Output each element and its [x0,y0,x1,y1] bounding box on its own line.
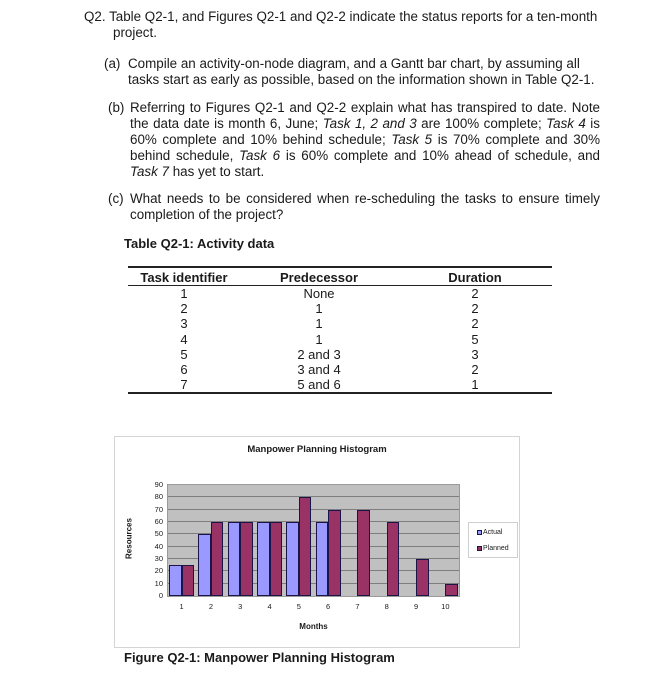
cell-task-identifier: 4 [180,331,188,347]
cell-duration: 2 [471,362,479,378]
part-a-label: (a) [104,56,121,71]
y-tick-label: 70 [154,504,163,514]
y-tick-label: 30 [154,554,163,563]
cell-task-identifier: 5 [180,346,188,362]
question-intro-line2: project. [113,25,157,40]
bar-planned-month-6 [328,510,341,596]
question-number: Q2. [84,9,106,24]
table-row [128,301,552,316]
task-reference: Task 6 [239,148,281,163]
part-b-text-segment: are 100% complete; [416,116,547,131]
part-b-text-segment: is 60% complete and 10% ahead of schedule, and [280,148,601,163]
y-tick-label: 40 [154,541,163,551]
bar-planned-month-3 [240,522,253,596]
x-tick-label: 4 [267,602,272,611]
bar-planned-month-8 [387,522,400,596]
y-tick-label: 60 [154,517,163,526]
cell-task-identifier: 6 [180,362,188,378]
table-row [128,347,552,362]
cell-duration: 2 [471,301,479,317]
task-reference: Task 1, 2 and 3 [322,116,417,131]
part-b-text-segment: Referring to Figures Q2-1 and Q2-2 explain what has transpired to date. Note the data date is month 6, June; [130,100,600,131]
cell-predecessor: 5 and 6 [240,377,398,393]
bar-actual-month-4 [257,522,270,596]
part-c-text: What needs to be considered when re-scheduling the tasks to ensure timely completion of the project? [130,191,600,222]
y-axis-label: Resources [124,518,134,559]
bar-planned-month-10 [445,584,458,596]
x-tick-label: 8 [384,602,389,611]
task-reference: Task 7 [130,164,169,179]
legend-item-actual [477,529,502,536]
y-tick-label: 0 [158,591,163,600]
header-predecessor: Predecessor [240,267,398,286]
x-tick-label: 3 [238,602,243,611]
gridline [168,509,459,510]
bar-actual-month-5 [286,522,299,596]
bar-planned-month-1 [182,565,195,596]
task-reference: Task 4 [546,116,586,131]
header-duration: Duration [398,267,552,286]
question-intro [84,9,624,41]
x-tick-label: 10 [441,602,450,611]
table-row [128,377,552,393]
table-row [128,332,552,347]
legend-swatch-planned [477,546,482,551]
legend-item-planned [477,545,509,552]
cell-predecessor: 2 and 3 [297,346,341,362]
part-b-text-segment: is 60% complete and 10% behind schedule; [130,116,600,147]
question-intro-line1: Table Q2-1, and Figures Q2-1 and Q2-2 indicate the status reports for a ten-month [109,9,598,24]
x-tick-label: 2 [208,602,214,611]
gridline [168,496,459,497]
cell-duration: 2 [471,286,479,302]
x-tick-label: 5 [296,602,301,611]
part-b-label: (b) [108,100,125,115]
cell-predecessor: 1 [315,316,323,332]
bar-planned-month-4 [270,522,283,596]
header-task-identifier: Task identifier [128,267,240,286]
bar-actual-month-2 [198,534,211,596]
cell-predecessor: 3 and 4 [297,362,341,378]
bar-planned-month-5 [299,497,312,596]
cell-predecessor: 1 [315,301,323,317]
y-tick-label: 80 [154,492,163,502]
table-row [128,362,552,377]
legend-label-planned: Planned [483,545,509,552]
figure-caption: Figure Q2-1: Manpower Planning Histogram [124,650,395,665]
bar-actual-month-6 [316,522,329,596]
cell-task-identifier: 3 [180,316,188,332]
x-tick-label: 9 [413,602,419,611]
plot-area [167,484,460,597]
cell-task-identifier: 2 [180,301,188,317]
cell-task-identifier: 7 [128,377,240,393]
y-tick-label: 90 [154,480,163,489]
y-tick-label: 50 [154,529,163,539]
y-tick-label: 20 [154,566,163,576]
bar-actual-month-3 [228,522,241,596]
part-a-text: Compile an activity-on-node diagram, and a Gantt bar chart, by assuming all tasks start as early as possible, based on the information shown in Table Q2-1. [128,56,595,87]
x-axis-label: Months [299,622,328,631]
bar-planned-month-2 [211,522,224,596]
part-b-text-segment: has yet to start. [168,164,265,179]
x-tick-label: 7 [355,602,360,611]
x-tick-label: 6 [326,602,331,611]
legend-label-actual: Actual [483,529,503,536]
part-c [108,191,600,223]
bar-planned-month-7 [357,510,370,596]
legend-swatch-actual [477,530,482,535]
chart-title: Manpower Planning Histogram [247,444,387,455]
cell-duration: 5 [471,331,479,347]
chart-legend [468,522,518,558]
table-row [128,316,552,331]
cell-predecessor: None [303,286,335,302]
cell-duration: 3 [471,346,479,362]
part-c-label: (c) [108,191,124,206]
cell-predecessor: 1 [315,331,323,347]
x-tick-label: 1 [179,602,184,611]
activity-table [128,266,552,394]
part-a [104,56,604,88]
bar-actual-month-1 [169,565,182,596]
part-b [108,100,600,180]
part-b-text-segment: is 70% complete and 30% behind schedule, [130,132,600,163]
task-reference: Task 5 [391,132,433,147]
y-tick-label: 10 [154,578,163,588]
bar-planned-month-9 [416,559,429,596]
part-b-text [126,100,600,180]
table-row [128,286,552,302]
cell-task-identifier: 1 [180,286,188,302]
cell-duration: 1 [398,377,552,393]
cell-duration: 2 [471,316,479,332]
table-header-row [128,267,552,286]
table-caption: Table Q2-1: Activity data [124,236,275,251]
